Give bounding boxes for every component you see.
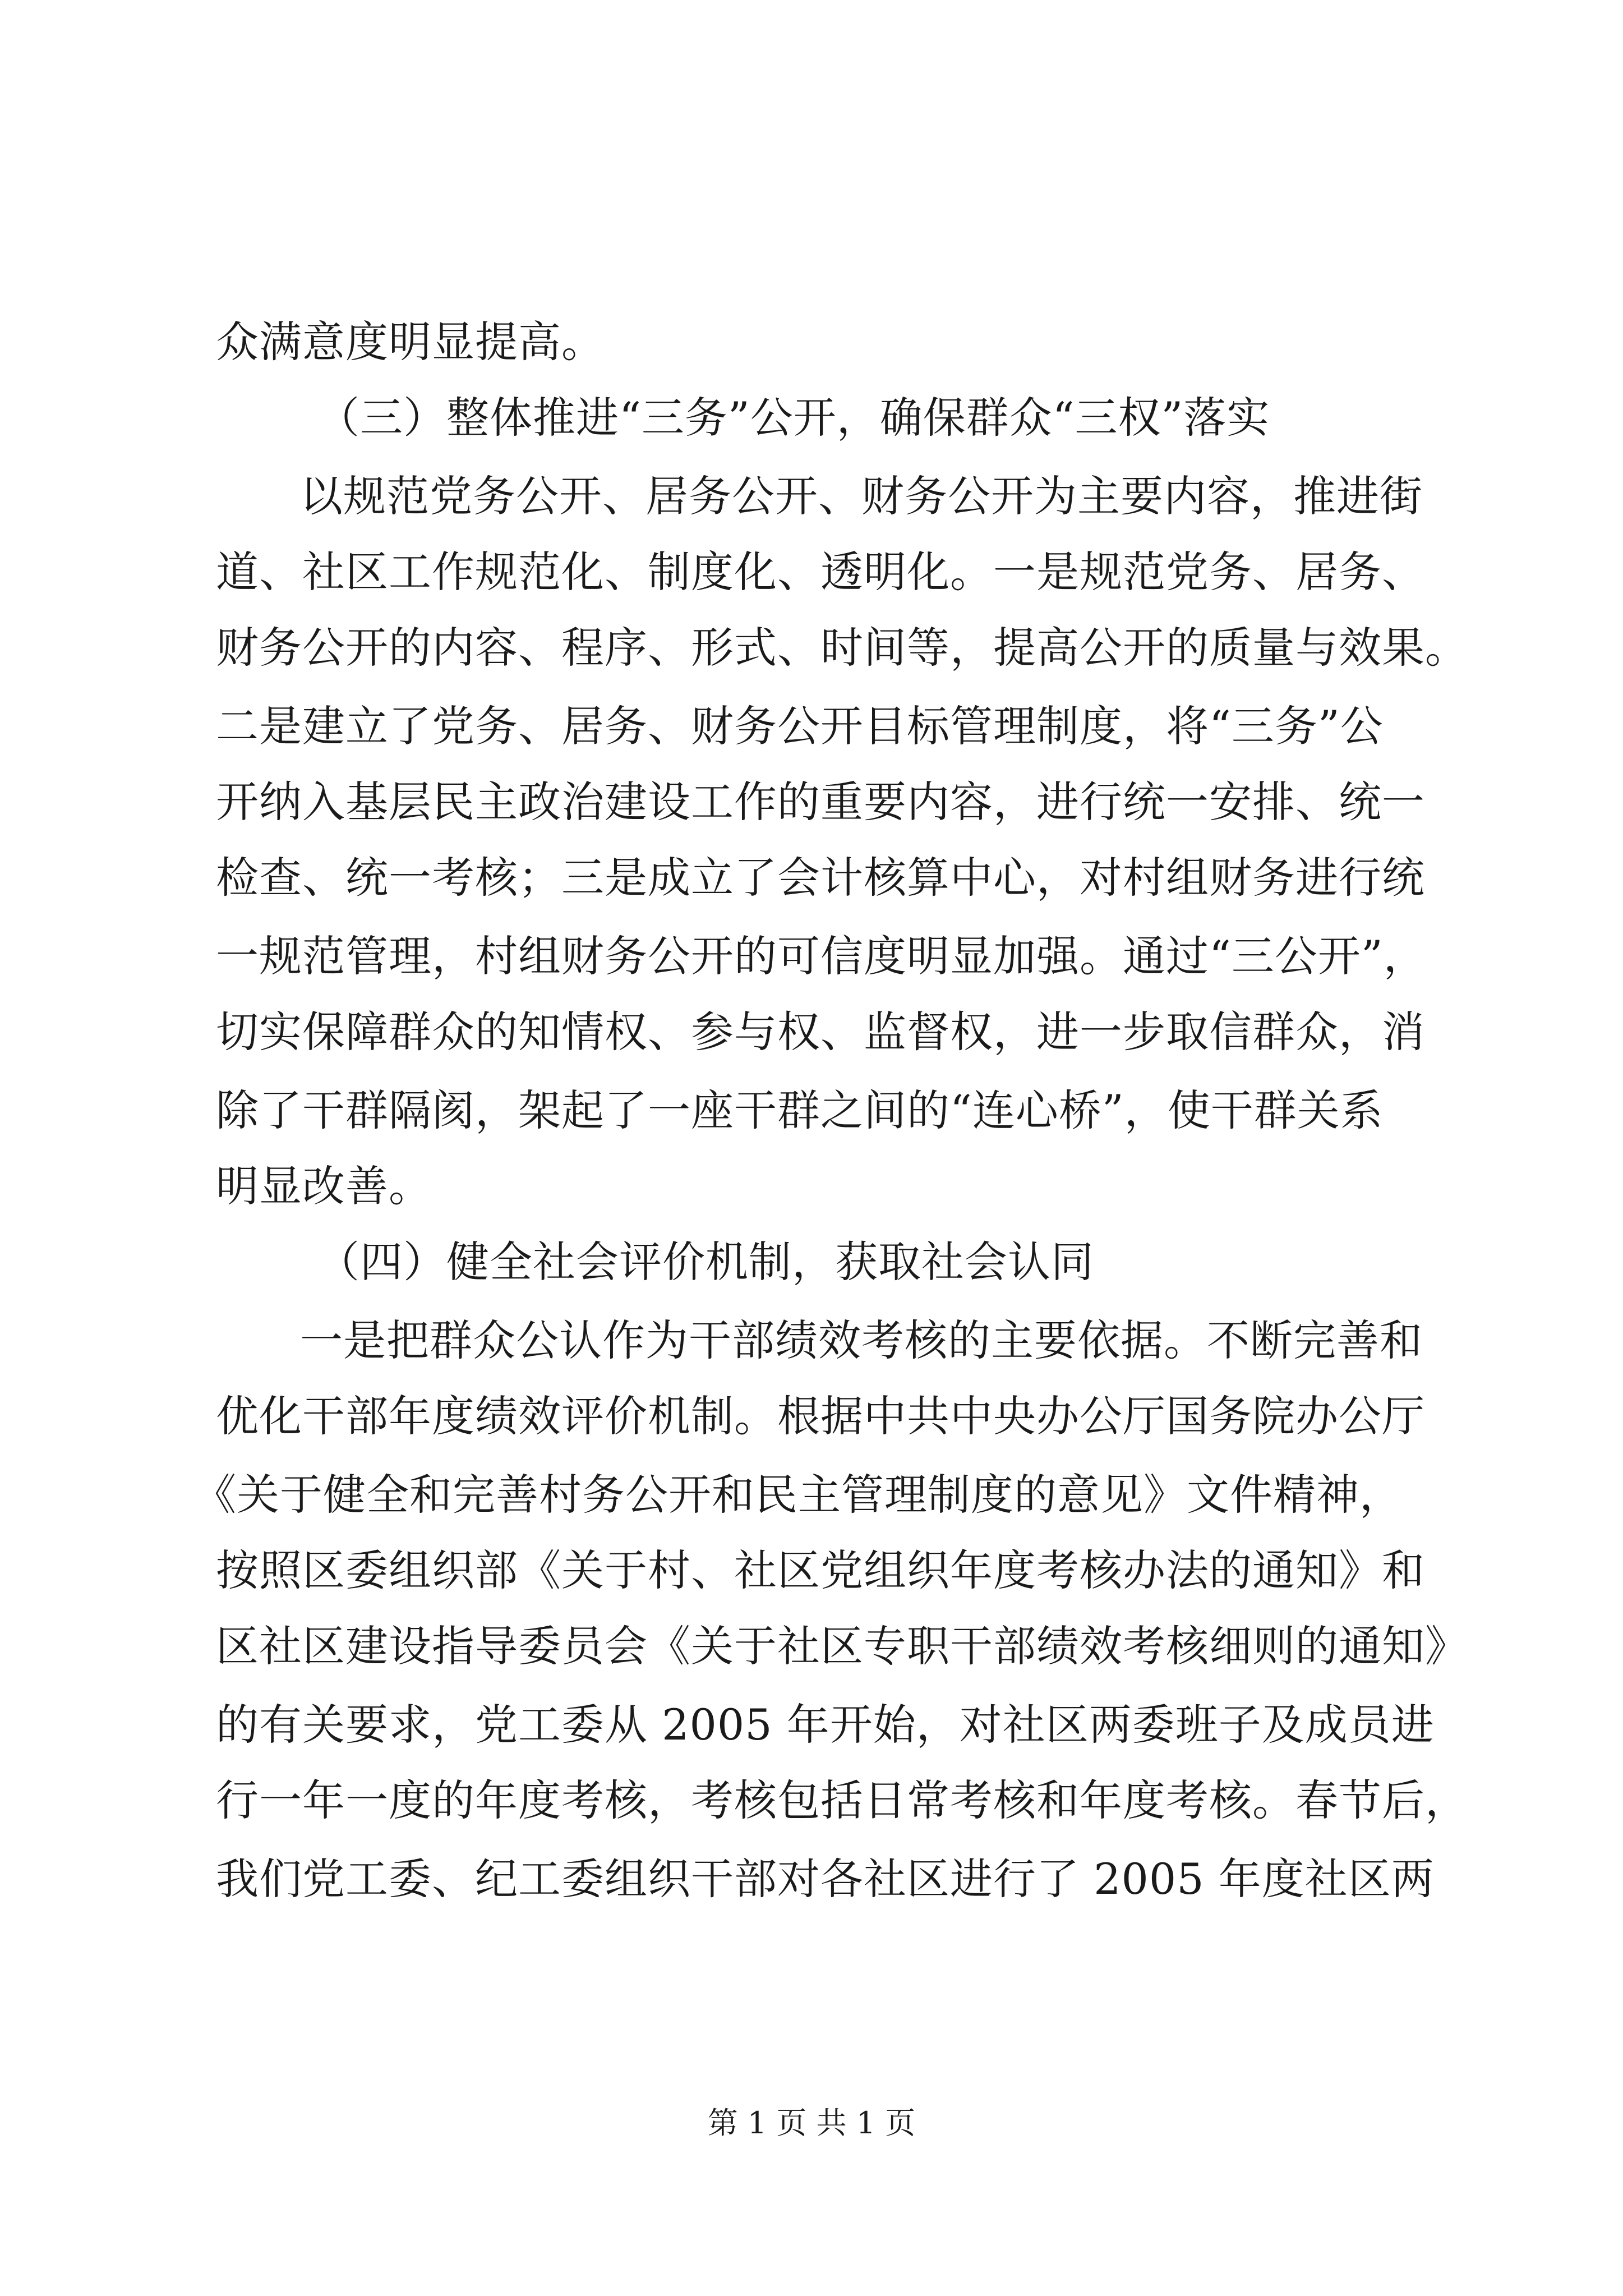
text-line: 按照区委组织部《关于村、社区党组织年度考核办法的通知》和 [216,1545,1425,1595]
section-heading: （四）健全社会评价机制，获取社会认同 [317,1237,1094,1287]
text-line: 二是建立了党务、居务、财务公开目标管理制度，将“三务”公 [216,701,1384,751]
text-line: 除了干群隔阂，架起了一座干群之间的“连心桥”，使干群关系 [216,1085,1384,1135]
text-line: 切实保障群众的知情权、参与权、监督权，进一步取信群众，消 [216,1007,1425,1057]
text-line: 以规范党务公开、居务公开、财务公开为主要内容，推进街 [300,471,1423,521]
text-line: 开纳入基层民主政治建设工作的重要内容，进行统一安排、统一 [216,777,1425,827]
text-line: 财务公开的内容、程序、形式、时间等，提高公开的质量与效果。 [216,623,1468,673]
text-line: 一规范管理，村组财务公开的可信度明显加强。通过“三公开”， [216,931,1427,981]
text-line: 《关于健全和完善村务公开和民主管理制度的意见》文件精神， [193,1470,1403,1520]
text-line: 众满意度明显提高。 [216,317,605,367]
page-footer: 第 1 页 共 1 页 [707,2105,916,2141]
text-line: 的有关要求，党工委从 2005 年开始，对社区两委班子及成员进 [216,1700,1435,1750]
section-heading: （三）整体推进“三务”公开，确保群众“三权”落实 [317,393,1270,443]
text-line: 一是把群众公认作为干部绩效考核的主要依据。不断完善和 [300,1315,1423,1365]
text-line: 区社区建设指导委员会《关于社区专职干部绩效考核细则的通知》 [216,1621,1468,1671]
text-line: 行一年一度的年度考核，考核包括日常考核和年度考核。春节后， [216,1775,1468,1825]
text-line: 我们党工委、纪工委组织干部对各社区进行了 2005 年度社区两 [216,1854,1435,1904]
text-line: 道、社区工作规范化、制度化、透明化。一是规范党务、居务、 [216,547,1425,597]
text-line: 检查、统一考核；三是成立了会计核算中心，对村组财务进行统 [216,853,1425,903]
text-line: 明显改善。 [216,1161,432,1211]
text-line: 优化干部年度绩效评价机制。根据中共中央办公厅国务院办公厅 [216,1391,1425,1441]
